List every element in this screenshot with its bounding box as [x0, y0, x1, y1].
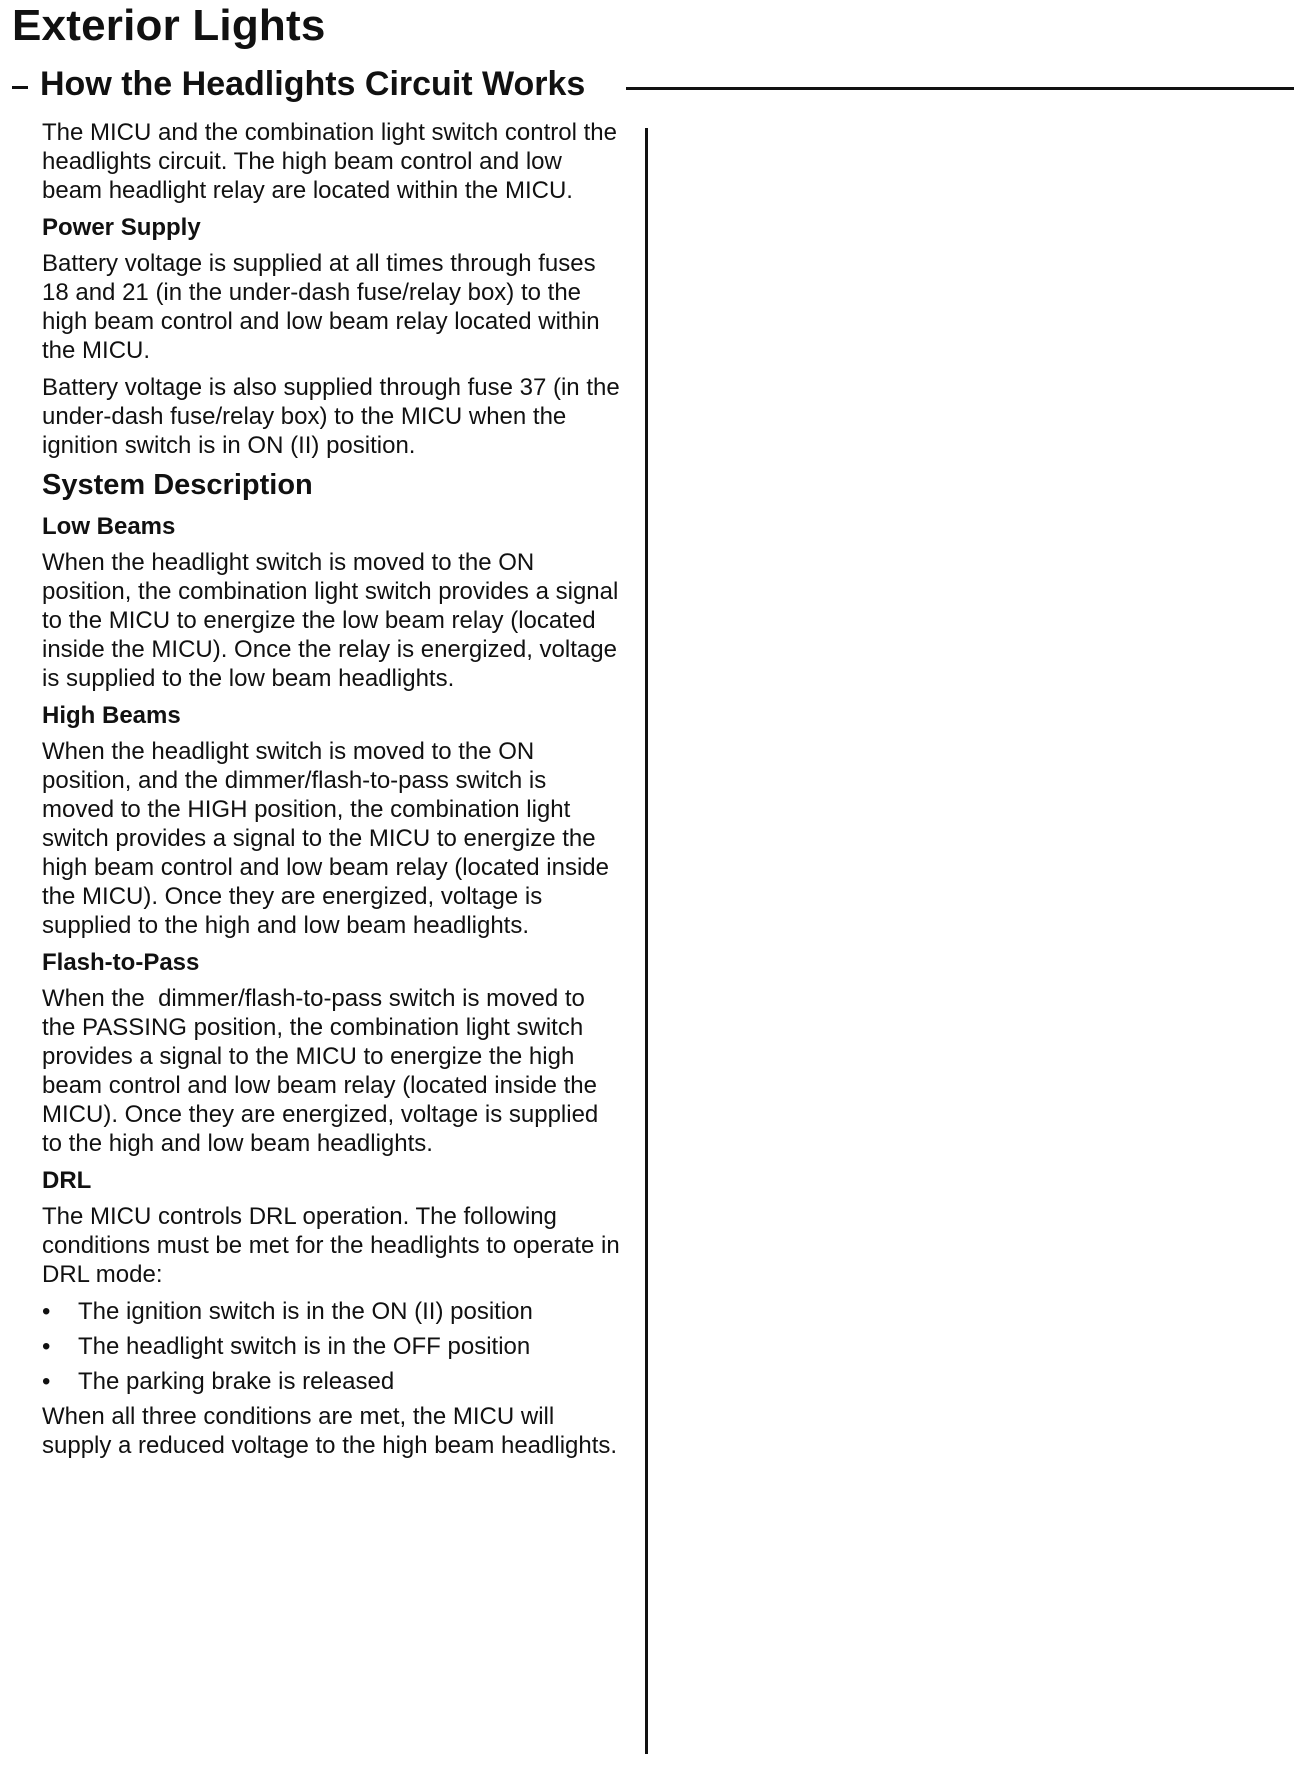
- list-item-text: The ignition switch is in the ON (II) position: [78, 1298, 533, 1325]
- drl-outro-paragraph: When all three conditions are met, the MICU will supply a reduced voltage to the high beam headlights.: [42, 1403, 618, 1459]
- section-heading: How the Headlights Circuit Works: [40, 65, 586, 103]
- low-beams-paragraph: When the headlight switch is moved to the ON position, the combination light switch provides a signal to the MICU to energize the low beam relay (located inside the MICU). Once the relay is energized, voltage is supplied to the low beam headlights.: [42, 549, 619, 692]
- power-supply-paragraph-1: Battery voltage is supplied at all times through fuses 18 and 21 (in the under-dash fuse/relay box) to the high beam control and low beam relay located within the MICU.: [42, 250, 600, 364]
- drl-conditions-list: [42, 1297, 622, 1396]
- system-description-heading: System Description: [42, 469, 313, 501]
- bullet-icon: •: [42, 1368, 51, 1395]
- list-item-text: The parking brake is released: [78, 1368, 395, 1395]
- power-supply-paragraph-2: Battery voltage is also supplied through fuse 37 (in the under-dash fuse/relay box) to the MICU when the ignition switch is in ON (II) position.: [42, 374, 620, 459]
- bullet-icon: •: [42, 1333, 51, 1360]
- list-item: [42, 1367, 622, 1396]
- list-item: [42, 1332, 622, 1361]
- heading-dash: [12, 86, 28, 89]
- main-content: [42, 118, 622, 1468]
- bullet-icon: •: [42, 1298, 51, 1325]
- flash-to-pass-heading: Flash-to-Pass: [42, 949, 200, 976]
- high-beams-heading: High Beams: [42, 702, 181, 729]
- section-heading-row: [12, 62, 1282, 112]
- drl-intro-paragraph: The MICU controls DRL operation. The following conditions must be met for the headlights to operate in DRL mode:: [42, 1203, 620, 1288]
- drl-heading: DRL: [42, 1167, 92, 1194]
- high-beams-paragraph: When the headlight switch is moved to the ON position, and the dimmer/flash-to-pass switch is moved to the HIGH position, the combination light switch provides a signal to the MICU to energize the high beam control and low beam relay (located inside the MICU). Once they are energized, voltage is supplied to the high and low beam headlights.: [42, 738, 609, 939]
- power-supply-heading: Power Supply: [42, 214, 201, 241]
- heading-rule: [626, 87, 1294, 90]
- intro-paragraph: The MICU and the combination light switch control the headlights circuit. The high beam control and low beam headlight relay are located within the MICU.: [42, 119, 617, 204]
- column-divider: [645, 128, 648, 1754]
- list-item-text: The headlight switch is in the OFF position: [78, 1333, 531, 1360]
- low-beams-heading: Low Beams: [42, 513, 176, 540]
- page-title: Exterior Lights: [12, 1, 326, 50]
- flash-to-pass-paragraph: When the dimmer/flash-to-pass switch is moved to the PASSING position, the combination light switch provides a signal to the MICU to energize the high beam control and low beam relay (located inside the MICU). Once they are energized, voltage is supplied to the high and low beam headlights.: [42, 985, 605, 1157]
- list-item: [42, 1297, 622, 1326]
